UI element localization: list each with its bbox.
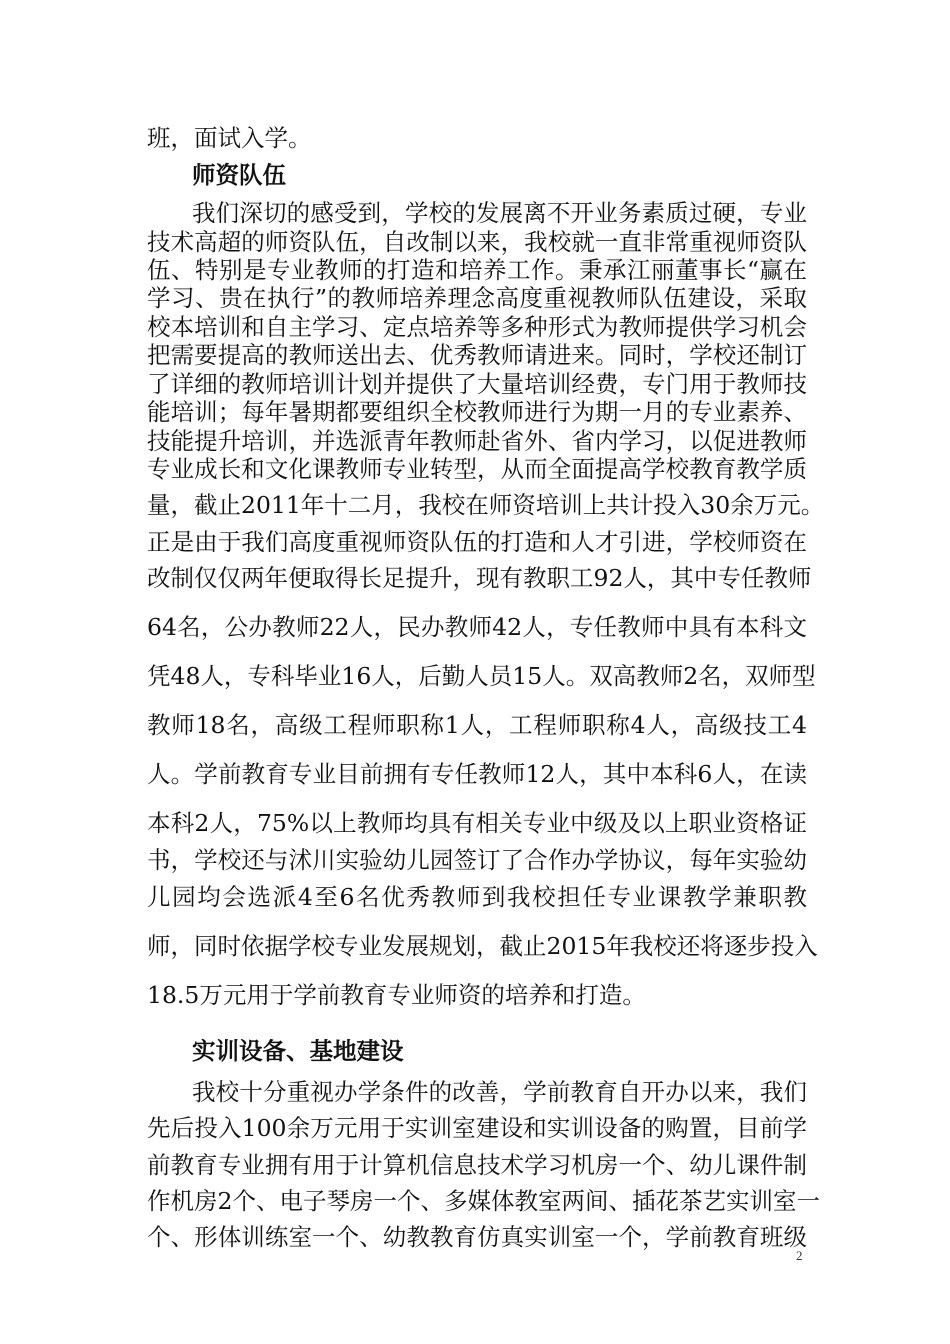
body-text-line: 伍、特别是专业教师的打造和培养工作。秉承江丽董事长“赢在	[147, 256, 807, 284]
body-text-line: 班，面试入学。	[147, 124, 312, 152]
body-text-line: 书，学校还与沭川实验幼儿园签订了合作办学协议，每年实验幼	[147, 846, 807, 874]
body-text-line: 先后投入100余万元用于实训室建设和实训设备的购置，目前学	[147, 1114, 807, 1142]
body-text-line: 技术高超的师资队伍，自改制以来，我校就一直非常重视师资队	[147, 228, 807, 256]
section-heading: 师资队伍	[192, 161, 286, 189]
body-text-line: 作机房2个、电子琴房一个、多媒体教室两间、插花茶艺实训室一	[147, 1187, 820, 1215]
body-text-line: 校本培训和自主学习、定点培养等多种形式为教师提供学习机会	[147, 313, 807, 341]
body-text-line: 64名，公办教师22人，民办教师42人，专任教师中具有本科文	[147, 613, 807, 641]
body-text-line: 前教育专业拥有用于计算机信息技术学习机房一个、幼儿课件制	[147, 1151, 807, 1179]
body-text-line: 正是由于我们高度重视师资队伍的打造和人才引进，学校师资在	[147, 528, 807, 556]
body-text-line: 我们深切的感受到，学校的发展离不开业务素质过硬，专业	[192, 199, 807, 227]
body-text-line: 师，同时依据学校专业发展规划，截止2015年我校还将逐步投入	[147, 932, 818, 960]
body-text-line: 儿园均会选派4至6名优秀教师到我校担任专业课教学兼职教	[147, 883, 807, 911]
body-text-line: 学习、贵在执行”的教师培养理念高度重视教师队伍建设，采取	[147, 284, 807, 312]
body-text-line: 能培训；每年暑期都要组织全校教师进行为期一月的专业素养、	[147, 398, 807, 426]
body-text-line: 本科2人，75%以上教师均具有相关专业中级及以上职业资格证	[147, 809, 807, 837]
body-text-line: 人。学前教育专业目前拥有专任教师12人，其中本科6人，在读	[147, 760, 807, 788]
body-text-line: 专业成长和文化课教师专业转型，从而全面提高学校教育教学质	[147, 455, 807, 483]
body-text-line: 18.5万元用于学前教育专业师资的培养和打造。	[147, 981, 646, 1009]
body-text-line: 个、形体训练室一个、幼教教育仿真实训室一个，学前教育班级	[147, 1223, 807, 1251]
body-text-line: 量，截止2011年十二月，我校在师资培训上共计投入30余万元。	[147, 491, 825, 519]
body-text-line: 我校十分重视办学条件的改善，学前教育自开办以来，我们	[192, 1078, 807, 1106]
body-text-line: 改制仅仅两年便取得长足提升，现有教职工92人，其中专任教师	[147, 564, 812, 592]
body-text-line: 教师18名，高级工程师职称1人，工程师职称4人，高级技工4	[147, 711, 807, 739]
page-number: 2	[796, 1248, 803, 1263]
body-text-line: 凭48人，专科毕业16人，后勤人员15人。双高教师2名，双师型	[147, 662, 816, 690]
body-text-line: 把需要提高的教师送出去、优秀教师请进来。同时，学校还制订	[147, 341, 807, 369]
body-text-line: 了详细的教师培训计划并提供了大量培训经费，专门用于教师技	[147, 370, 807, 398]
body-text-line: 技能提升培训，并选派青年教师赴省外、省内学习，以促进教师	[147, 427, 807, 455]
section-heading: 实训设备、基地建设	[192, 1037, 404, 1065]
